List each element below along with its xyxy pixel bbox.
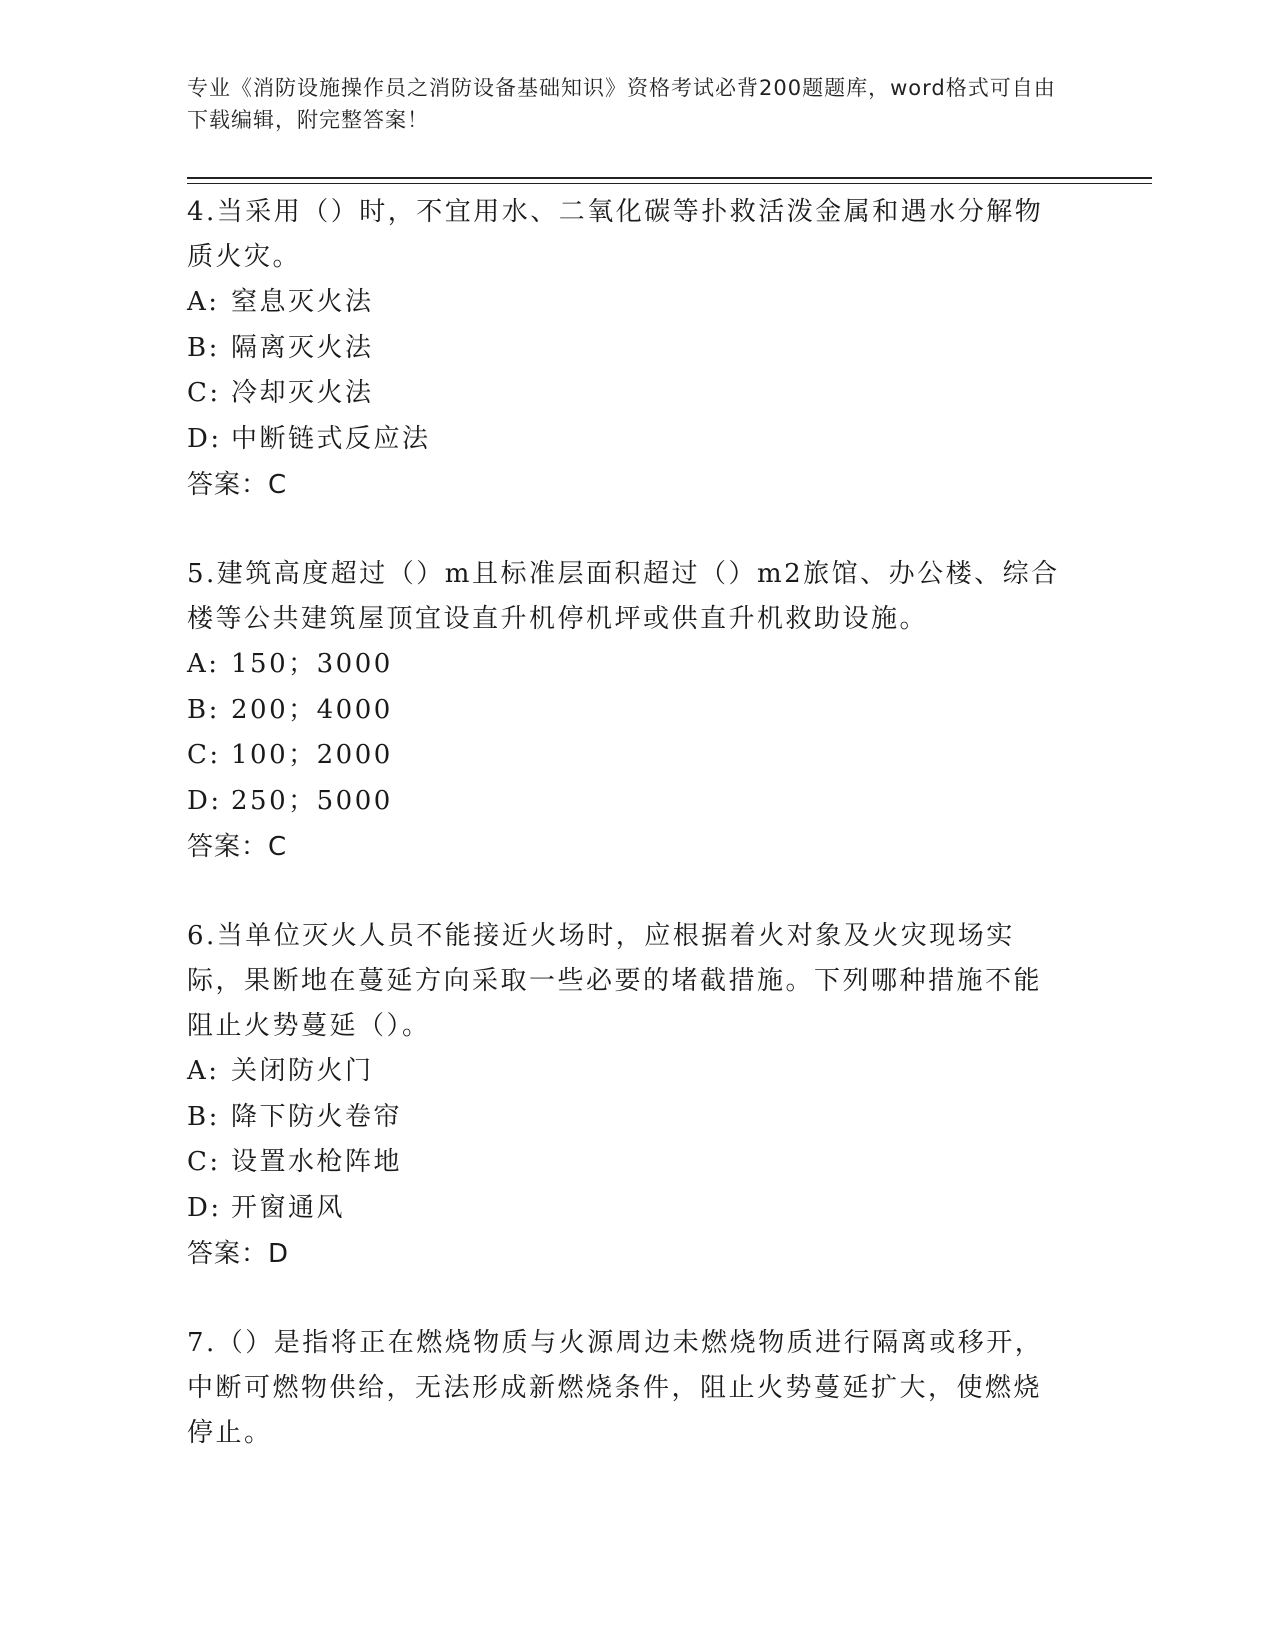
option-text: 冷却灭火法: [231, 378, 374, 408]
option-letter: D:: [187, 423, 222, 454]
option-letter: A:: [187, 287, 220, 317]
option-text: 开窗通风: [231, 1192, 346, 1223]
option-text: 设置水枪阵地: [231, 1147, 403, 1177]
option-text: 250；5000: [231, 785, 393, 816]
option-d: [187, 779, 1067, 825]
option-letter: B:: [187, 694, 220, 725]
option-list: [187, 280, 1067, 462]
option-d: [187, 1186, 1067, 1232]
option-c: [187, 1140, 1067, 1186]
question-4: [187, 190, 1067, 508]
question-list: [187, 190, 1067, 1500]
question-stem: 7.（）是指将正在燃烧物质与火源周边未燃烧物质进行隔离或移开，中断可燃物供给，无法形成新燃烧条件，阻止火势蔓延扩大，使燃烧停止。: [187, 1328, 1044, 1448]
option-list: [187, 1049, 1067, 1231]
option-list: [187, 642, 1067, 824]
option-letter: A:: [187, 649, 220, 679]
option-letter: C:: [187, 378, 221, 408]
question-stem: 5.建筑高度超过（）m且标准层面积超过（）m2旅馆、办公楼、综合楼等公共建筑屋顶宜设直升机停机坪或供直升机救助设施。: [187, 559, 1060, 634]
option-text: 降下防火卷帘: [231, 1101, 403, 1132]
option-text: 中断链式反应法: [231, 423, 431, 454]
question-stem: 4.当采用（）时，不宜用水、二氧化碳等扑救活泼金属和遇水分解物质火灾。: [187, 197, 1044, 272]
option-text: 窒息灭火法: [231, 287, 374, 317]
page-header: 专业《消防设施操作员之消防设备基础知识》资格考试必背200题题库，word格式可自由下载编辑，附完整答案！: [187, 76, 1056, 132]
option-text: 隔离灭火法: [231, 332, 374, 363]
option-b: [187, 688, 1067, 734]
answer-line: 答案：D: [187, 1239, 290, 1269]
option-c: [187, 371, 1067, 417]
option-letter: A:: [187, 1056, 220, 1086]
option-letter: B:: [187, 332, 220, 363]
header-divider-thick: [187, 177, 1152, 179]
header-divider-thin: [187, 183, 1152, 184]
option-a: [187, 642, 1067, 688]
option-b: [187, 326, 1067, 372]
option-letter: C:: [187, 740, 221, 770]
answer-line: 答案：C: [187, 470, 288, 500]
answer-line: 答案：C: [187, 832, 288, 862]
option-text: 200；4000: [231, 694, 393, 725]
option-a: [187, 1049, 1067, 1095]
option-a: [187, 280, 1067, 326]
option-letter: D:: [187, 785, 222, 816]
option-b: [187, 1095, 1067, 1141]
question-stem: 6.当单位灭火人员不能接近火场时，应根据着火对象及火灾现场实际，果断地在蔓延方向采取一些必要的堵截措施。下列哪种措施不能阻止火势蔓延（）。: [187, 921, 1043, 1041]
option-text: 关闭防火门: [231, 1056, 374, 1086]
question-6: [187, 914, 1067, 1277]
option-text: 150；3000: [231, 649, 393, 679]
option-text: 100；2000: [231, 740, 393, 770]
option-c: [187, 733, 1067, 779]
option-letter: D:: [187, 1192, 222, 1223]
option-letter: B:: [187, 1101, 220, 1132]
question-5: [187, 552, 1067, 870]
option-letter: C:: [187, 1147, 221, 1177]
question-7: [187, 1321, 1067, 1456]
option-d: [187, 417, 1067, 463]
